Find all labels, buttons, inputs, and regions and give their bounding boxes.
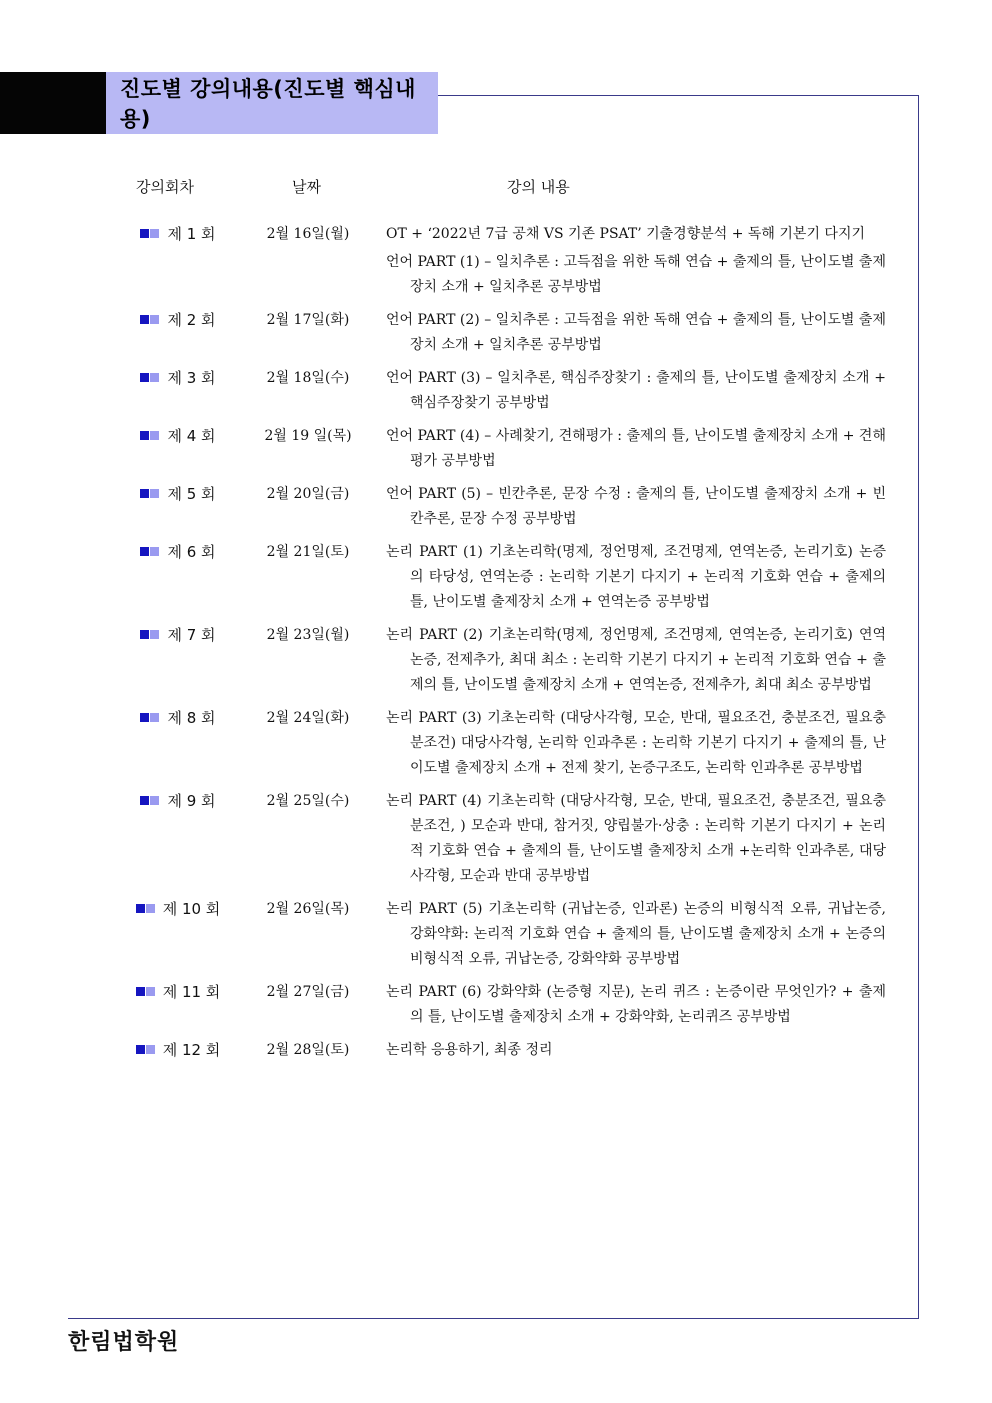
content-paragraph: 논리 PART (1) 기초논리학(명제, 정언명제, 조건명제, 연역논증, 논리기호) 논증의 타당성, 연역논증 : 논리학 기본기 다지기 + 논리적 기호화 연습 + 출제의 틀, 난이도별 출제장치 소개 + 연역논증 공부방법 [386,544,886,610]
session-label: 제 6 회 [167,543,216,561]
session-number [118,789,238,814]
schedule-row [0,366,992,416]
square-bullet-icon [146,987,155,996]
session-label: 제 8 회 [167,709,216,727]
square-bullet-icon [150,489,159,498]
session-content [386,424,886,474]
section-title-box [106,72,438,134]
session-content [386,623,886,698]
session-label: 제 2 회 [167,311,216,329]
square-bullet-icon [150,547,159,556]
session-date: 2월 19 일(목) [264,428,352,444]
session-content [386,897,886,972]
session-label: 제 1 회 [167,225,216,243]
content-paragraph: 논리 PART (5) 기초논리학 (귀납논증, 인과론) 논증의 비형식적 오류, 귀납논증, 강화약화: 논리적 기호화 연습 + 출제의 틀, 난이도별 출제장치 소개 + 논증의 비형식적 오류, 귀납논증, 강화약화 공부방법 [386,901,886,967]
session-date: 2월 18일(수) [266,370,350,386]
session-label: 제 5 회 [167,485,216,503]
content-paragraph: OT + ‘2022년 7급 공채 VS 기존 PSAT’ 기출경향분석 + 독해 기본기 다지기 [386,226,865,242]
session-content [386,1038,886,1063]
square-bullet-icon [150,229,159,238]
session-date: 2월 28일(토) [266,1042,350,1058]
session-label: 제 4 회 [167,427,216,445]
session-content [386,222,886,300]
header-black-block [0,72,106,134]
square-bullet-icon [136,987,145,996]
frame-bottom-line [68,1318,919,1319]
session-number [118,222,238,247]
square-bullet-icon [140,229,149,238]
session-date: 2월 25일(수) [266,793,350,809]
session-date: 2월 27일(금) [266,984,350,1000]
schedule-row [0,623,992,698]
section-title: 진도별 강의내용(진도별 핵심내용) [120,77,416,131]
session-number [118,424,238,449]
square-bullet-icon [146,1045,155,1054]
schedule-row [0,980,992,1030]
square-bullet-icon [140,630,149,639]
session-content [386,706,886,781]
session-date: 2월 24일(화) [266,710,350,726]
session-number [118,366,238,391]
content-paragraph: 언어 PART (5) – 빈칸추론, 문장 수정 : 출제의 틀, 난이도별 출제장치 소개 + 빈칸추론, 문장 수정 공부방법 [386,486,886,527]
schedule-row [0,540,992,615]
schedule-row [0,424,992,474]
schedule-row [0,1038,992,1063]
square-bullet-icon [150,713,159,722]
session-content [386,789,886,889]
session-date: 2월 23일(월) [266,627,350,643]
square-bullet-icon [140,796,149,805]
frame-top-line [438,95,919,96]
session-number [118,897,238,922]
square-bullet-icon [140,315,149,324]
square-bullet-icon [150,315,159,324]
content-paragraph: 논리 PART (2) 기초논리학(명제, 정언명제, 조건명제, 연역논증, 논리기호) 연역논증, 전제추가, 최대 최소 : 논리학 기본기 다지기 + 논리적 기호화 연습 + 출제의 틀, 난이도별 출제장치 소개 + 연역논증, 전제추가, 최대 최소 공부방법 [386,627,886,693]
schedule-row [0,897,992,972]
content-paragraph: 논리 PART (4) 기초논리학 (대당사각형, 모순, 반대, 필요조건, 충분조건, 필요충분조건, ) 모순과 반대, 참거짓, 양립불가·상충 : 논리학 기본기 다지기 + 논리적 기호화 연습 + 출제의 틀, 난이도별 출제장치 소개 +논리학 인과추론, 대당사각형, 모순과 반대 공부방법 [386,793,886,884]
session-number [118,540,238,565]
session-label: 제 10 회 [162,900,221,918]
content-paragraph: 언어 PART (3) – 일치추론, 핵심주장찾기 : 출제의 틀, 난이도별 출제장치 소개 + 핵심주장찾기 공부방법 [386,370,886,411]
session-number [118,980,238,1005]
square-bullet-icon [140,489,149,498]
session-date: 2월 16일(월) [266,226,350,242]
schedule-row [0,482,992,532]
session-content [386,980,886,1030]
square-bullet-icon [136,1045,145,1054]
lecture-schedule [0,222,992,1071]
header-session: 강의회차 [136,178,194,196]
footer-logo: 한림법학원 [68,1330,180,1355]
content-paragraph: 언어 PART (4) – 사례찾기, 견해평가 : 출제의 틀, 난이도별 출제장치 소개 + 견해평가 공부방법 [386,428,886,469]
session-label: 제 7 회 [167,626,216,644]
session-date: 2월 26일(목) [266,901,350,917]
schedule-row [0,308,992,358]
session-content [386,308,886,358]
session-label: 제 9 회 [167,792,216,810]
square-bullet-icon [140,373,149,382]
header-date: 날짜 [292,178,321,196]
session-number [118,1038,238,1063]
session-label: 제 12 회 [162,1041,221,1059]
square-bullet-icon [150,431,159,440]
content-paragraph: 언어 PART (1) – 일치추론 : 고득점을 위한 독해 연습 + 출제의 틀, 난이도별 출제장치 소개 + 일치추론 공부방법 [386,254,886,295]
session-date: 2월 20일(금) [266,486,350,502]
square-bullet-icon [136,904,145,913]
session-date: 2월 21일(토) [266,544,350,560]
session-number [118,706,238,731]
session-number [118,482,238,507]
session-content [386,540,886,615]
square-bullet-icon [150,630,159,639]
square-bullet-icon [140,431,149,440]
header-content: 강의 내용 [507,178,570,196]
square-bullet-icon [140,713,149,722]
square-bullet-icon [146,904,155,913]
session-number [118,308,238,333]
session-date: 2월 17일(화) [266,312,350,328]
square-bullet-icon [140,547,149,556]
square-bullet-icon [150,373,159,382]
session-content [386,366,886,416]
content-paragraph: 논리 PART (3) 기초논리학 (대당사각형, 모순, 반대, 필요조건, 충분조건, 필요충분조건) 대당사각형, 논리학 인과추론 : 논리학 기본기 다지기 + 출제의 틀, 난이도별 출제장치 소개 + 전제 찾기, 논증구조도, 논리학 인과추론 공부방법 [386,710,886,776]
schedule-row [0,789,992,889]
schedule-row [0,706,992,781]
session-label: 제 3 회 [167,369,216,387]
content-paragraph: 논리 PART (6) 강화약화 (논증형 지문), 논리 퀴즈 : 논증이란 무엇인가? + 출제의 틀, 난이도별 출제장치 소개 + 강화약화, 논리퀴즈 공부방법 [386,984,886,1025]
square-bullet-icon [150,796,159,805]
session-number [118,623,238,648]
content-paragraph: 논리학 응용하기, 최종 정리 [386,1042,553,1058]
session-label: 제 11 회 [162,983,221,1001]
session-content [386,482,886,532]
schedule-row [0,222,992,300]
content-paragraph: 언어 PART (2) – 일치추론 : 고득점을 위한 독해 연습 + 출제의 틀, 난이도별 출제장치 소개 + 일치추론 공부방법 [386,312,886,353]
